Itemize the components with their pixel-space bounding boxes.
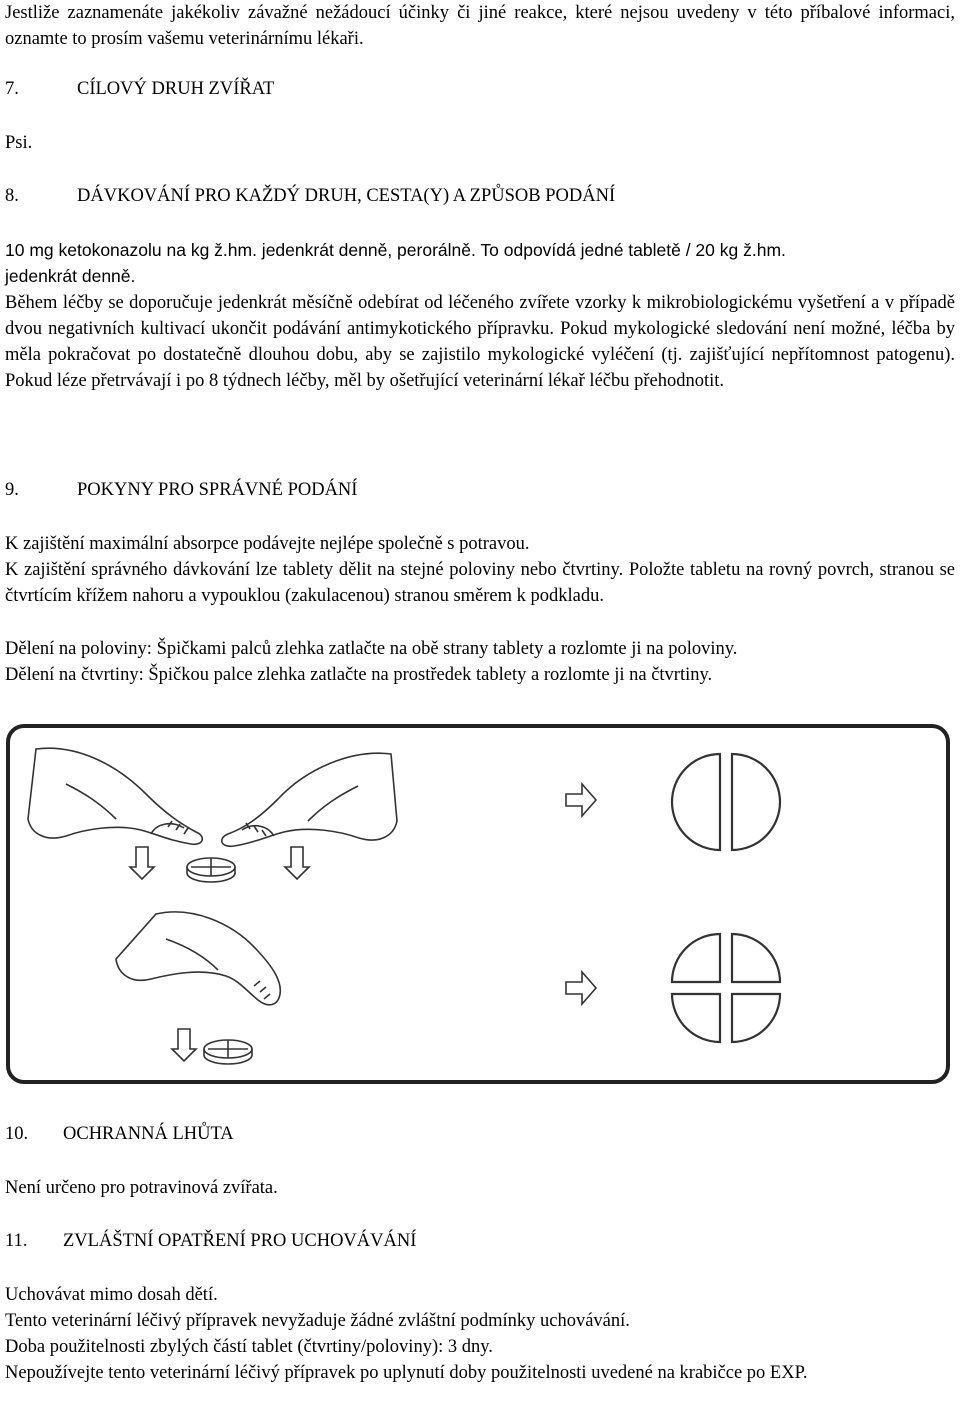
section-7-title: CÍLOVÝ DRUH ZVÍŘAT	[77, 79, 275, 99]
section-11-title: ZVLÁŠTNÍ OPATŘENÍ PRO UCHOVÁVÁNÍ	[63, 1231, 417, 1251]
storage-line-4: Nepoužívejte tento veterinární léčivý přípravek po uplynutí doby použitelnosti uvedené na krabičce po EXP.	[5, 1363, 808, 1383]
tablet-splitting-illustration	[6, 724, 953, 1086]
section-10-number: 10.	[5, 1124, 29, 1144]
dose-line-1: 10 mg ketokonazolu na kg ž.hm. jedenkrát denně, perorálně. To odpovídá jedné tabletě / 20 kg ž.hm.	[5, 240, 786, 260]
storage-line-3: Doba použitelnosti zbylých částí tablet (čtvrtiny/poloviny): 3 dny.	[5, 1337, 493, 1357]
section-11-number: 11.	[5, 1231, 28, 1251]
section-8-heading	[5, 183, 615, 209]
treatment-paragraph: Během léčby se doporučuje jedenkrát měsíčně odebírat od léčeného zvířete vzorky k mikrobiologickému vyšetření a v případě dvou negativních kultivací ukončit podávání antimykotického přípravku. Pokud mykologické sledování není možné, léčba by měla pokračovat po dostatečně dlouhou dobu, aby se zajistilo mykologické vyléčení (tj. zajišťující nepřítomnost patogenu). Pokud léze přetrvávají i po 8 týdnech léčby, měl by ošetřující veterinární lékař léčbu přehodnotit.	[5, 293, 955, 391]
section-7-text: Psi.	[5, 133, 33, 153]
section-10-text: Není určeno pro potravinová zvířata.	[5, 1178, 278, 1198]
administration-p3: Dělení na poloviny: Špičkami palců zlehka zatlačte na obě strany tablety a rozlomte ji na poloviny.	[5, 639, 738, 659]
section-10-heading	[5, 1121, 234, 1147]
section-7-heading	[5, 76, 274, 102]
section-9-heading	[5, 477, 357, 503]
administration-p4: Dělení na čtvrtiny: Špičkou palce zlehka zatlačte na prostředek tablety a rozlomte ji na čtvrtiny.	[5, 665, 713, 685]
section-8-number: 8.	[5, 186, 19, 206]
section-9-number: 9.	[5, 480, 19, 500]
section-9-title: POKYNY PRO SPRÁVNÉ PODÁNÍ	[77, 480, 358, 500]
section-11-heading	[5, 1228, 416, 1254]
administration-p2: K zajištění správného dávkování lze tablety dělit na stejné poloviny nebo čtvrtiny. Položte tabletu na rovný povrch, stranou se čtvrtícím křížem nahoru a vypouklou (zakulacenou) stranou směrem k podkladu.	[5, 560, 955, 606]
section-8-title: DÁVKOVÁNÍ PRO KAŽDÝ DRUH, CESTA(Y) A ZPŮSOB PODÁNÍ	[77, 186, 616, 206]
storage-line-1: Uchovávat mimo dosah dětí.	[5, 1285, 218, 1305]
intro-paragraph: Jestliže zaznamenáte jakékoliv závažné nežádoucí účinky či jiné reakce, které nejsou uvedeny v této příbalové informaci, oznamte to prosím vašemu veterinárnímu lékaři.	[5, 3, 955, 49]
illustration-frame	[8, 726, 948, 1082]
storage-line-2: Tento veterinární léčivý přípravek nevyžaduje žádné zvláštní podmínky uchovávání.	[5, 1311, 630, 1331]
dose-line-2: jedenkrát denně.	[5, 266, 136, 286]
administration-p1: K zajištění maximální absorpce podávejte nejlépe společně s potravou.	[5, 534, 530, 554]
section-7-number: 7.	[5, 79, 19, 99]
section-10-title: OCHRANNÁ LHŮTA	[63, 1124, 234, 1144]
